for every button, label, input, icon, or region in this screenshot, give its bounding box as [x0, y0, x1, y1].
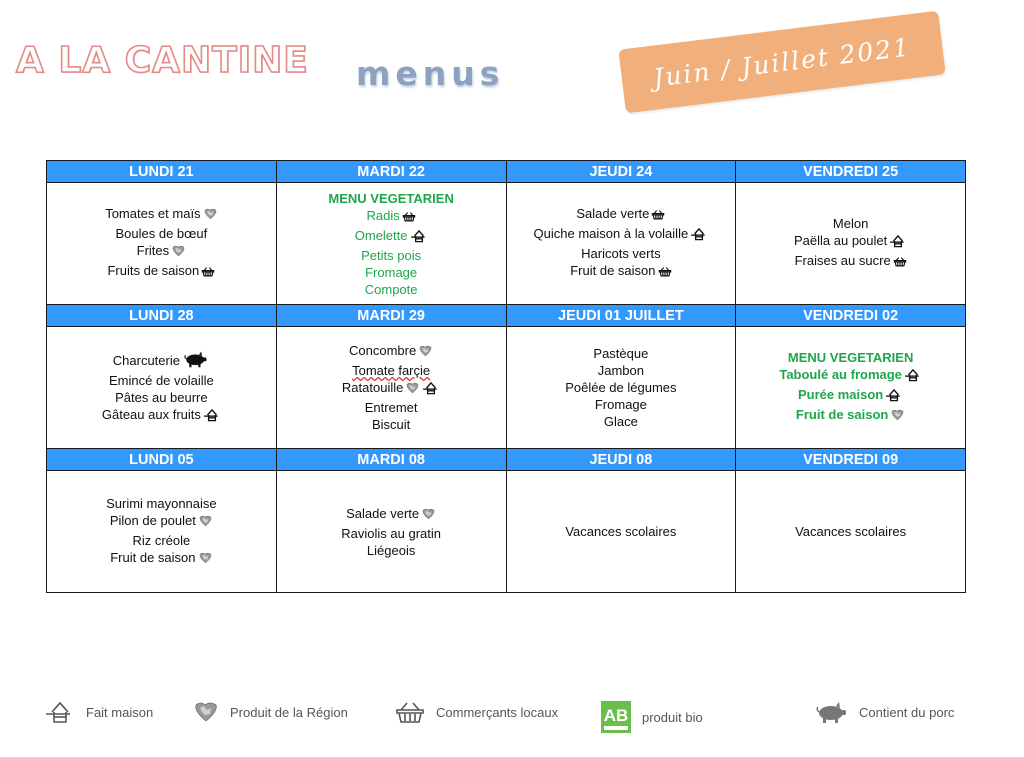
dish-item [281, 227, 502, 247]
dish-item [281, 281, 502, 298]
day-header: MARDI 22 [276, 161, 506, 183]
day-header: VENDREDI 02 [736, 305, 966, 327]
dish-name: Fromage [594, 397, 647, 412]
menu-type-label [281, 190, 502, 207]
dish-name: Liégeois [366, 542, 416, 558]
dish-item [51, 242, 272, 262]
dish-name: Poêlée de légumes [565, 380, 677, 395]
dish-item [511, 396, 732, 413]
dish-item [51, 389, 272, 406]
dish-item [511, 379, 732, 396]
dish-name: Salade verte [576, 206, 650, 221]
dish-name: Charcuterie [112, 352, 180, 368]
dish-name: Compote [364, 281, 418, 297]
dish-item [281, 505, 502, 525]
dish-name: Raviolis au gratin [341, 525, 441, 541]
fait-maison-icon [410, 229, 428, 247]
dish-name: Salade verte [346, 505, 420, 521]
dish-name: Omelette [354, 227, 408, 243]
dish-item [740, 252, 961, 272]
day-menu [47, 327, 277, 449]
dish-item [281, 525, 502, 542]
dish-name: Fromage [365, 264, 418, 280]
dish-name: Fruit de saison [795, 407, 889, 422]
dish-name: Quiche maison à la volaille [533, 226, 689, 241]
dish-name: Riz créole [132, 532, 191, 548]
day-header: JEUDI 01 JUILLET [506, 305, 736, 327]
fait-maison-icon [889, 234, 907, 252]
legend-label: Contient du porc [859, 704, 955, 720]
week-header-row [47, 305, 966, 327]
produit-region-icon [405, 381, 420, 399]
week-menu-row [47, 327, 966, 449]
page-title: A LA CANTINE [16, 40, 309, 81]
day-header: VENDREDI 09 [736, 449, 966, 471]
dish-item [511, 523, 732, 540]
dish-item [511, 205, 732, 225]
dish-item [740, 215, 961, 232]
menu-type-label [740, 349, 961, 366]
dish-item [51, 372, 272, 389]
basket-icon [394, 700, 426, 724]
dish-item [511, 225, 732, 245]
dish-name: Pâtes au beurre [115, 389, 208, 405]
dish-item [281, 362, 502, 379]
dish-name: Biscuit [371, 417, 411, 432]
period-banner [618, 11, 945, 114]
period-label: Juin / Juillet 2021 [651, 31, 913, 93]
dish-name: Vacances scolaires [565, 524, 677, 539]
day-header: VENDREDI 25 [736, 161, 966, 183]
dish-name: Petits pois [361, 247, 422, 263]
dish-name: Frites [136, 243, 170, 258]
dish-name: Fruit de saison [570, 263, 656, 278]
day-menu [47, 183, 277, 305]
dish-name: MENU VEGETARIEN [328, 190, 454, 206]
fait-maison-icon [44, 700, 76, 724]
day-menu [276, 471, 506, 593]
dish-name: Paëlla au poulet [794, 233, 888, 248]
dish-name: Melon [832, 216, 869, 231]
dish-item [740, 366, 961, 386]
dish-name: MENU VEGETARIEN [787, 350, 914, 365]
dish-name: Ratatouille [341, 380, 404, 395]
dish-item [511, 362, 732, 379]
day-menu [506, 183, 736, 305]
dish-item [281, 264, 502, 281]
dish-name: Tomate farçie [352, 363, 431, 378]
dish-item [51, 549, 272, 569]
dish-item [740, 386, 961, 406]
dish-item [511, 262, 732, 282]
legend-item-region [192, 700, 348, 724]
pig-icon [815, 700, 849, 724]
legend [0, 700, 1024, 740]
basket-icon [402, 210, 416, 227]
basket-icon [651, 208, 665, 225]
legend-item-bio [600, 700, 703, 734]
dish-name: Vacances scolaires [795, 524, 907, 539]
dish-item [281, 379, 502, 399]
basket-icon [201, 265, 215, 282]
dish-name: Surimi mayonnaise [106, 495, 217, 511]
dish-item [740, 406, 961, 426]
dish-item [511, 245, 732, 262]
produit-region-icon [421, 507, 436, 525]
dish-item [281, 247, 502, 264]
day-header: LUNDI 21 [47, 161, 277, 183]
dish-name: Purée maison [797, 387, 884, 402]
week-header-row [47, 449, 966, 471]
day-header: LUNDI 28 [47, 305, 277, 327]
week-menu-row [47, 471, 966, 593]
dish-item [511, 413, 732, 430]
day-menu [506, 471, 736, 593]
dish-item [511, 345, 732, 362]
day-menu [276, 183, 506, 305]
dish-item [740, 523, 961, 540]
dish-name: Gâteau aux fruits [101, 406, 201, 422]
dish-item [281, 342, 502, 362]
fait-maison-icon [904, 368, 922, 386]
fait-maison-icon [422, 381, 440, 399]
dish-name: Fruit de saison [110, 549, 196, 565]
day-header: MARDI 08 [276, 449, 506, 471]
dish-item [281, 542, 502, 559]
dish-name: Taboulé au fromage [779, 367, 902, 382]
legend-item-basket [394, 700, 558, 724]
produit-region-icon [418, 344, 433, 362]
ab-logo-text: AB [603, 706, 629, 725]
dish-name: Entremet [364, 400, 418, 415]
fait-maison-icon [203, 408, 221, 426]
produit-region-icon [203, 207, 218, 225]
day-header: MARDI 29 [276, 305, 506, 327]
dish-item [281, 207, 502, 227]
dish-name: Fraises au sucre [794, 253, 891, 268]
pig-icon [182, 350, 210, 372]
dish-name: Fruits de saison [107, 263, 200, 278]
legend-label: Fait maison [86, 704, 154, 720]
produit-region-icon [198, 551, 213, 569]
dish-item [281, 399, 502, 416]
page-subtitle: menus [356, 54, 505, 93]
dish-item [51, 406, 272, 426]
legend-label: produit bio [642, 709, 703, 725]
day-menu [736, 471, 966, 593]
day-menu [276, 327, 506, 449]
day-menu [736, 183, 966, 305]
basket-icon [658, 265, 672, 282]
ab-bio-logo [600, 700, 632, 734]
dish-name: Pastèque [593, 346, 649, 361]
dish-name: Boules de bœuf [115, 226, 208, 241]
day-header: JEUDI 08 [506, 449, 736, 471]
dish-item [51, 225, 272, 242]
dish-name: Haricots verts [581, 246, 661, 261]
legend-item-house [44, 700, 153, 724]
produit-region-icon [171, 244, 186, 262]
produit-region-icon [192, 700, 220, 724]
dish-name: Pilon de poulet [109, 512, 196, 528]
day-header: LUNDI 05 [47, 449, 277, 471]
legend-label: Produit de la Région [230, 704, 348, 720]
dish-item [51, 262, 272, 282]
dish-name: Emincé de volaille [108, 372, 214, 388]
dish-item [51, 532, 272, 549]
day-menu [47, 471, 277, 593]
dish-name: Glace [603, 414, 638, 429]
legend-item-pig [815, 700, 954, 724]
basket-icon [893, 255, 907, 272]
dish-name: Radis [366, 207, 400, 223]
dish-item [51, 350, 272, 372]
week-menu-row [47, 183, 966, 305]
dish-item [51, 495, 272, 512]
day-menu [506, 327, 736, 449]
day-header: JEUDI 24 [506, 161, 736, 183]
fait-maison-icon [690, 227, 708, 245]
dish-item [51, 205, 272, 225]
dish-name: Jambon [597, 363, 644, 378]
dish-item [281, 416, 502, 433]
day-menu [736, 327, 966, 449]
menu-table [46, 160, 966, 593]
dish-item [51, 512, 272, 532]
fait-maison-icon [885, 388, 903, 406]
week-header-row [47, 161, 966, 183]
dish-item [740, 232, 961, 252]
dish-name: Concombre [349, 343, 417, 358]
produit-region-icon [198, 514, 213, 532]
produit-region-icon [890, 408, 905, 426]
dish-name: Tomates et maïs [105, 206, 201, 221]
legend-label: Commerçants locaux [436, 704, 559, 720]
